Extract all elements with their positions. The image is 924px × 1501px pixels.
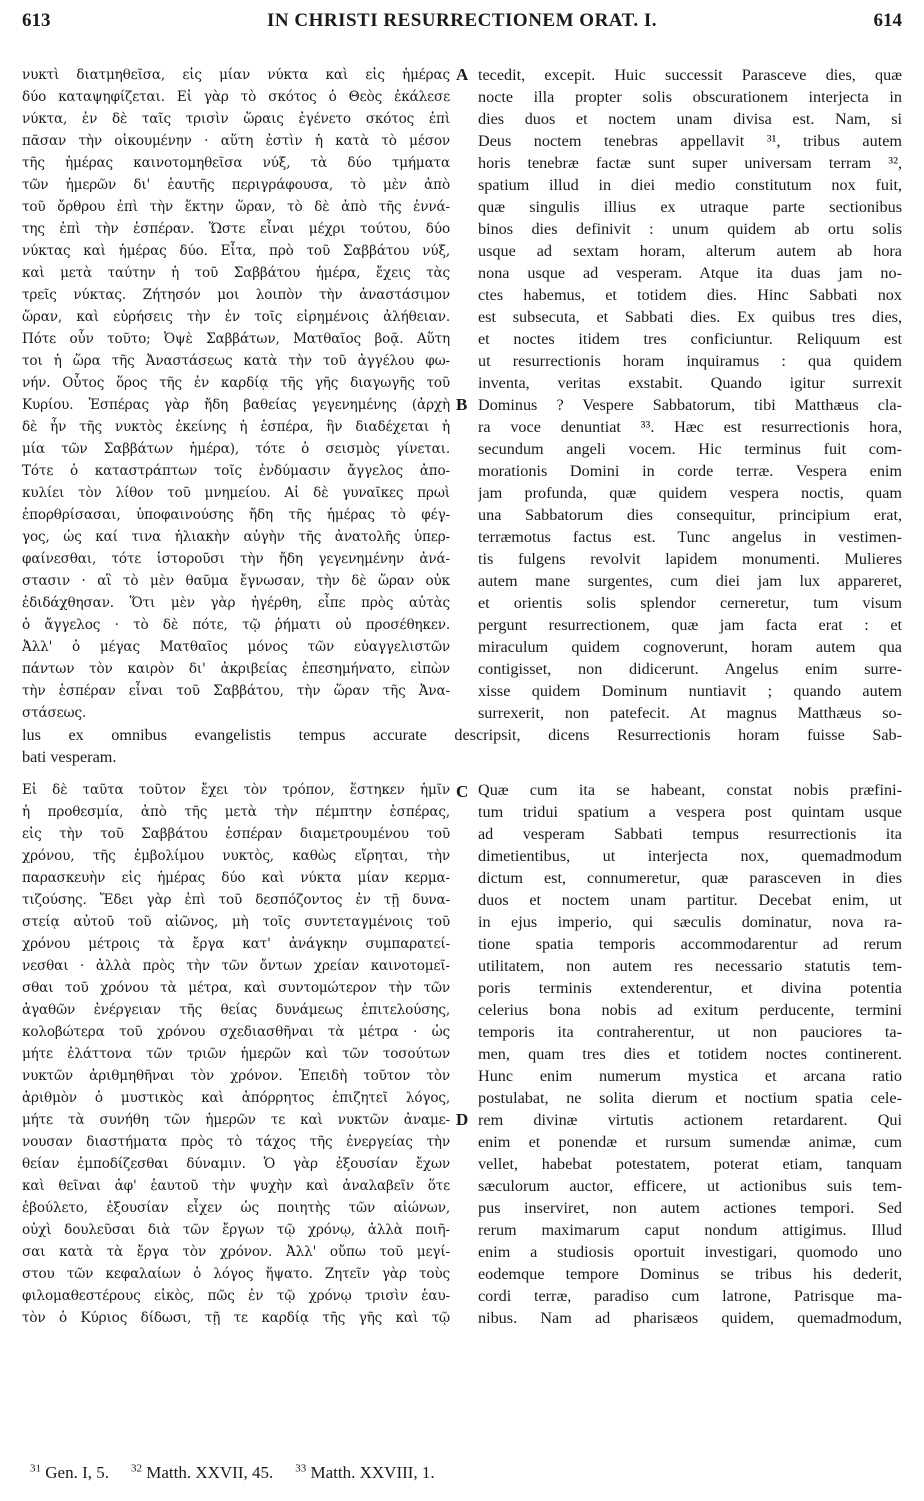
text-line: τοῦ ὄρθρου ἐπὶ τὴν ἕκτην ὥραν, τὸ δὲ ἀπὸ τῆς ἐννά- — [22, 199, 450, 215]
page-title: IN CHRISTI RESURRECTIONEM ORAT. I. — [266, 10, 658, 31]
text-line: duos et noctem unam partitur. Decebat enim, ut — [478, 891, 902, 909]
text-line: μία τῶν Σαββάτων ἡμέρα), τότε ὁ σεισμὸς γίνεται. — [22, 441, 450, 457]
text-line: τῶν ἡμερῶν δι' ἑαυτῆς περιγράφουσα, τὸ μὲν ἀπὸ — [22, 177, 450, 193]
text-line: sæculorum auctor, efficere, ut actionibus suis tem- — [478, 1177, 902, 1195]
text-line: καὶ θεῖναι ἀφ' ἑαυτοῦ τὴν ψυχὴν καὶ ἀναλαβεῖν ὅτε — [22, 1178, 450, 1194]
text-line: Κυρίου. Ἑσπέρας γὰρ ἤδη βαθείας γεγενημένης (ἀρχὴ — [22, 397, 450, 413]
text-line: Dominus ? Vespere Sabbatorum, tibi Matthæus cla- — [478, 396, 902, 414]
text-line: ὁ ἄγγελος · τὸ δὲ πότε, τῷ ῥήματι οὐ προσέθηκεν. — [22, 617, 450, 633]
text-line: θείαν ἐμποδίζεσθαι δύναμιν. Ὁ γὰρ ἐξουσίαν ἔχων — [22, 1156, 450, 1172]
text-line: ἡ προθεσμία, ἀπὸ τῆς μετὰ τὴν πέμπτην ἑσπέρας, — [22, 804, 450, 820]
text-line: νυκτὶ διατμηθεῖσα, εἰς μίαν νύκτα καὶ εἰς ἡμέρας — [22, 67, 450, 83]
text-line: miraculum quidem cognoverunt, horam autem qua — [478, 638, 902, 656]
text-line: quæ singulis illius ex utraque parte sectionibus — [478, 198, 902, 216]
text-line: enim et ponendæ et rursum sumendæ animæ, cum — [478, 1133, 902, 1151]
text-line: tione spatia temporis accommodarentur ad rerum — [478, 935, 902, 953]
text-line: enim a studiosis oportuit investigari, quomodo uno — [478, 1243, 902, 1261]
text-line: πάντων τὸν καιρὸν δι' ἀκριβείας ἐπεσημήνατο, εἰπὼν — [22, 661, 450, 677]
footnote-number: 33 — [295, 1462, 307, 1474]
text-line: Quæ cum ita se habeant, constat nobis præfini- — [478, 781, 902, 799]
text-line: νύκτα, ἐν δὲ ταῖς τρισὶν ὥραις ἐγένετο σκότος ἐπὶ — [22, 111, 450, 127]
text-line: ὥραν, καὶ εὑρήσεις τὴν ἐν τοῖς εἰρημένοις ἀλήθειαν. — [22, 309, 450, 325]
text-line: rerum maximarum caput nondum attigimus. Illud — [478, 1221, 902, 1239]
text-line: νουσαν διαστήματα πρὸς τὸ τάχος τῆς ἐνεργείας τὴν — [22, 1134, 450, 1150]
text-line: est subsecuta, et Sabbati dies. Ex quibus tres dies, — [478, 308, 902, 326]
text-line: ἐδιδάχθησαν. Ὅτι μὲν γὰρ ἠγέρθη, εἶπε πρὸς αὐτὰς — [22, 595, 450, 611]
footnote — [131, 1463, 273, 1482]
text-line: πᾶσαν τὴν οἰκουμένην · αὕτη ἐστὶν ἡ κατὰ τὸ μέσον — [22, 133, 450, 149]
text-line: στάσεως. — [22, 705, 87, 721]
text-line: χρόνου, τῆς ἐμβολίμου νυκτὸς, καθὼς εἴρηται, τὴν — [22, 848, 450, 864]
text-line: ut resurrectionis horam inquiramus : qua quidem — [478, 352, 902, 370]
text-line: ἐβούλετο, ἐξουσίαν εἶχεν ὡς ποιητὴς τῶν αἰώνων, — [22, 1200, 450, 1216]
text-line: nibus. Nam ad pharisæos quidem, quemadmodum, — [478, 1309, 902, 1327]
text-line: pus inserviret, non autem actiones tempori. Sed — [478, 1199, 902, 1217]
text-line: δὲ ἦν τῆς νυκτὸς ἐκείνης ἡ ἑσπέρα, ἣν διαδέχεται ἡ — [22, 419, 450, 435]
text-line: eodemque tempore Dominus se tribus his dederit, — [478, 1265, 902, 1283]
latin-column-upper — [478, 64, 902, 724]
text-line: jam profunda, quæ quidem vespera noctis, quam — [478, 484, 902, 502]
text-line: οὐχὶ δουλεῦσαι διὰ τῶν ἔργων τῷ χρόνῳ, ἀλλὰ ποιῆ- — [22, 1222, 450, 1238]
text-line: ctes habemus, et totidem dies. Hinc Sabbati nox — [478, 286, 902, 304]
text-line: lus ex omnibus evangelistis tempus accurate descripsit, dicens Resurrectionis horam fuisse Sab- — [22, 726, 902, 744]
footnote-text: Matth. XXVIII, 1. — [310, 1462, 435, 1482]
text-line: nona usque ad vesperam. Atque ita duas jam no- — [478, 264, 902, 282]
text-line: στου τῶν κεφαλαίων ὁ λόγος ἥψατο. Ζητεῖν γὰρ τοὺς — [22, 1266, 450, 1282]
greek-column-upper — [22, 64, 450, 724]
footnote — [295, 1463, 434, 1482]
text-line: τιζούσης. Ἔδει γὰρ ἐπὶ τοῦ δεσπόζοντος ἐν τῇ δυνα- — [22, 892, 450, 908]
text-line: terræmotus factus est. Tunc angelus in vestimen- — [478, 528, 902, 546]
text-line: δύο καταψηφίζεται. Εἰ γὰρ τὸ σκότος ὁ Θεὸς ἐκάλεσε — [22, 89, 450, 105]
text-line: pergunt resurrectionem, quæ jam facta erat : et — [478, 616, 902, 634]
text-line: celerius bona nobis ad exitum perducente, termini — [478, 1001, 902, 1019]
text-line: inventa, veritas exstabit. Quando igitur surrexit — [478, 374, 902, 392]
greek-column-lower — [22, 779, 450, 1329]
text-line: surrexerit, non patefecit. At magnus Matthæus so- — [478, 704, 902, 722]
text-line: φαίνεσθαι, τότε ἱστοροῦσι τὴν ἤδη γεγενημένην ἀνά- — [22, 551, 450, 567]
text-line: ad vesperam Sabbati tempus resurrectionis ita — [478, 825, 902, 843]
text-line: τρεῖς νύκτας. Ζήτησόν μοι λοιπὸν τὴν ἀναστάσιμον — [22, 287, 450, 303]
text-line: στασιν · αἳ τὸ μὲν θαῦμα ἔγνωσαν, τὴν δὲ ὥραν οὐκ — [22, 573, 450, 589]
section-marker-a: A — [456, 65, 469, 84]
text-line: poris terminis extenderentur, et divina potentia — [478, 979, 902, 997]
footnote — [30, 1463, 109, 1482]
text-line: κολοβώτερα τοῦ χρόνου σχεδιασθῆναι τὰ μέτρα · ὡς — [22, 1024, 450, 1040]
page-number-right: 614 — [873, 10, 902, 31]
footnote-number: 31 — [30, 1462, 41, 1474]
text-line: παρασκευὴν εἰς ἡμέρας δύο καὶ νύκτα μίαν κερμα- — [22, 870, 450, 886]
running-head — [22, 10, 902, 40]
footnote-text: Gen. I, 5. — [45, 1462, 109, 1482]
text-line: τὴν ἑσπέραν εἶναι τοῦ Σαββάτου, τὴν ὥραν τῆς Ἀνα- — [22, 683, 450, 699]
text-line: ἀγαθῶν ἐνέργειαν τῆς θείας δυνάμεως ἐπιτελούσης, — [22, 1002, 450, 1018]
text-line: cordi terræ, paradiso cum latrone, Patrisque ma- — [478, 1287, 902, 1305]
text-line: bati vesperam. — [22, 748, 117, 766]
text-line: autem mane surgentes, cum diei jam lux appareret, — [478, 572, 902, 590]
text-line: κυλίει τὸν λίθον τοῦ μνημείου. Αἱ δὲ γυναῖκες πρωὶ — [22, 485, 450, 501]
text-line: secundum angeli vocem. Hic terminus fuit com- — [478, 440, 902, 458]
text-line: contigisset, non didicerunt. Angelus enim surre- — [478, 660, 902, 678]
text-line: τῆς ἡμέρας καινοτομηθεῖσα νύξ, τὰ δύο τμήματα — [22, 155, 450, 171]
text-line: dimetientibus, ut interjecta nox, quemadmodum — [478, 847, 902, 865]
text-line: rem divinæ virtutis actionem retardarent. Qui — [478, 1111, 902, 1129]
text-line: spatium illud in diei medio constitutum nox fuit, — [478, 176, 902, 194]
text-line: της ἐπὶ τὴν ἑσπέραν. Ὥστε εἶναι μέχρι τούτου, δύο — [22, 221, 450, 237]
section-marker-d: D — [456, 1110, 469, 1129]
latin-fullwidth-continuation — [22, 724, 902, 768]
footnotes — [30, 1462, 910, 1483]
text-line: nocte illa propter solis obscurationem interjecta in — [478, 88, 902, 106]
text-line: εἰς τὴν τοῦ Σαββάτου ἑσπέραν διαμετρουμένου τοῦ — [22, 826, 450, 842]
text-line: tecedit, excepit. Huic successit Parasceve dies, quæ — [478, 66, 902, 84]
text-line: dictum est, connumeretur, quæ parasceven in dies — [478, 869, 902, 887]
text-line: binos dies definivit : unum quidem ab ortu solis — [478, 220, 902, 238]
text-line: una Sabbatorum dies consequitur, principium erat, — [478, 506, 902, 524]
text-line: σθαι τοῦ χρόνου τὰ μέτρα, καὶ συντομώτερον τὴν τῶν — [22, 980, 450, 996]
text-line: ra voce denuntiat ³³. Hæc est resurrectionis hora, — [478, 418, 902, 436]
text-line: γος, ὡς καί τινα ἡλιακὴν αὐγὴν τῆς ἀνατολῆς ὑπερ- — [22, 529, 450, 545]
text-line: Deus noctem tenebras appellavit ³¹, tribus autem — [478, 132, 902, 150]
text-line: καὶ μετὰ ταύτην ἡ τοῦ Σαββάτου ἡμέρα, ἔχεις τὰς — [22, 265, 450, 281]
text-line: dies duos et noctem unam divisa est. Nam, si — [478, 110, 902, 128]
text-line: men, quam tres dies et totidem noctes continerent. — [478, 1045, 902, 1063]
text-line: in ejus imperio, qui sæculis dominatur, nova ra- — [478, 913, 902, 931]
text-line: μήτε ἐλάττονα τῶν τριῶν ἡμερῶν καὶ τῶν τοσούτων — [22, 1046, 450, 1062]
text-line: φιλομαθεστέρους εἰκὸς, πῶς ἐν τῷ χρόνῳ τρισὶν ἑαυ- — [22, 1288, 450, 1304]
text-line: xisse quidem Dominum nuntiavit ; quando autem — [478, 682, 902, 700]
text-line: usque ad sextam horam, alterum autem ab hora — [478, 242, 902, 260]
text-line: Πότε οὖν τοῦτο; Ὀψὲ Σαββάτων, Ματθαῖος βοᾷ. Αὕτη — [22, 331, 450, 347]
latin-column-lower — [478, 779, 902, 1329]
text-line: τοι ἡ ὥρα τῆς Ἀναστάσεως κατὰ τὴν τοῦ ἀγγέλου φω- — [22, 353, 450, 369]
text-line: vellet, habebat potestatem, poterat etiam, tanquam — [478, 1155, 902, 1173]
text-line: temporis ita contraherentur, ut non pauciores ta- — [478, 1023, 902, 1041]
text-line: morationis Domini in corde terræ. Vespera enim — [478, 462, 902, 480]
text-line: νυκτῶν ἀριθμηθῆναι τὸν χρόνον. Ἐπειδὴ τοῦτον τὸν — [22, 1068, 450, 1084]
text-line: Τότε ὁ καταστράπτων τοῖς ἐνδύμασιν ἄγγελος ἀπο- — [22, 463, 450, 479]
section-marker-c: C — [456, 782, 469, 801]
text-line: postulabat, ne solita dierum et noctium spatia cele- — [478, 1089, 902, 1107]
text-line: et orientis solis splendor cerneretur, tum visum — [478, 594, 902, 612]
text-line: ἐπορθρίσασαι, ὑποφαινούσης ἤδη τῆς ἡμέρας τὸ φέγ- — [22, 507, 450, 523]
text-line: νεσθαι · ἀλλὰ πρὸς τὴν τῶν ὄντων χρείαν καινοτομεῖ- — [22, 958, 450, 974]
footnote-number: 32 — [130, 1462, 142, 1474]
text-line: Εἰ δὲ ταῦτα τοῦτον ἔχει τὸν τρόπον, ἕστηκεν ἡμῖν — [22, 782, 450, 798]
text-line: tis fulgens revolvit lapidem monumenti. Mulieres — [478, 550, 902, 568]
text-line: tum tridui spatium a vespera post quintam usque — [478, 803, 902, 821]
text-line: horis tenebræ factæ sunt super universam terram ³², — [478, 154, 902, 172]
text-line: et noctes itidem tres conficiuntur. Reliquum est — [478, 330, 902, 348]
text-line: Ἀλλ' ὁ μέγας Ματθαῖος μόνος τῶν εὐαγγελιστῶν — [22, 639, 450, 655]
text-line: utilitatem, non autem res necessario statutis tem- — [478, 957, 902, 975]
text-line: σαι κατὰ τὰ ἔργα τὸν χρόνον. Ἀλλ' οὔπω τοῦ μεγί- — [22, 1244, 450, 1260]
text-line: τὸν ὁ Κύριος δίδωσι, τῇ τε καρδίᾳ τῆς γῆς καὶ τῷ — [22, 1310, 450, 1326]
text-line: νήν. Οὗτος ὅρος τῆς ἐν καρδίᾳ τῆς γῆς διαγωγῆς τοῦ — [22, 375, 450, 391]
section-marker-b: B — [456, 395, 468, 414]
text-line: Hunc enim numerum mystica et arcana ratio — [478, 1067, 902, 1085]
text-line: μήτε τὰ συνήθη τῶν ἡμερῶν τε καὶ νυκτῶν ἀναμε- — [22, 1112, 450, 1128]
page-number-left: 613 — [22, 10, 51, 31]
text-line: χρόνου μέτροις τὰ ἔργα κατ' ἀνάγκην συμπαρατεί- — [22, 936, 450, 952]
text-line: ἀριθμὸν ὁ μυστικὸς καὶ ἀπόρρητος ἐπιζητεῖ λόγος, — [22, 1090, 450, 1106]
footnote-text: Matth. XXVII, 45. — [146, 1462, 274, 1482]
text-line: νύκτας καὶ ἡμέρας δύο. Εἶτα, πρὸ τοῦ Σαββάτου νύξ, — [22, 243, 450, 259]
text-line: στείᾳ αὐτοῦ τοῦ αἰῶνος, μὴ τοῖς συντεταγμένοις τοῦ — [22, 914, 450, 930]
